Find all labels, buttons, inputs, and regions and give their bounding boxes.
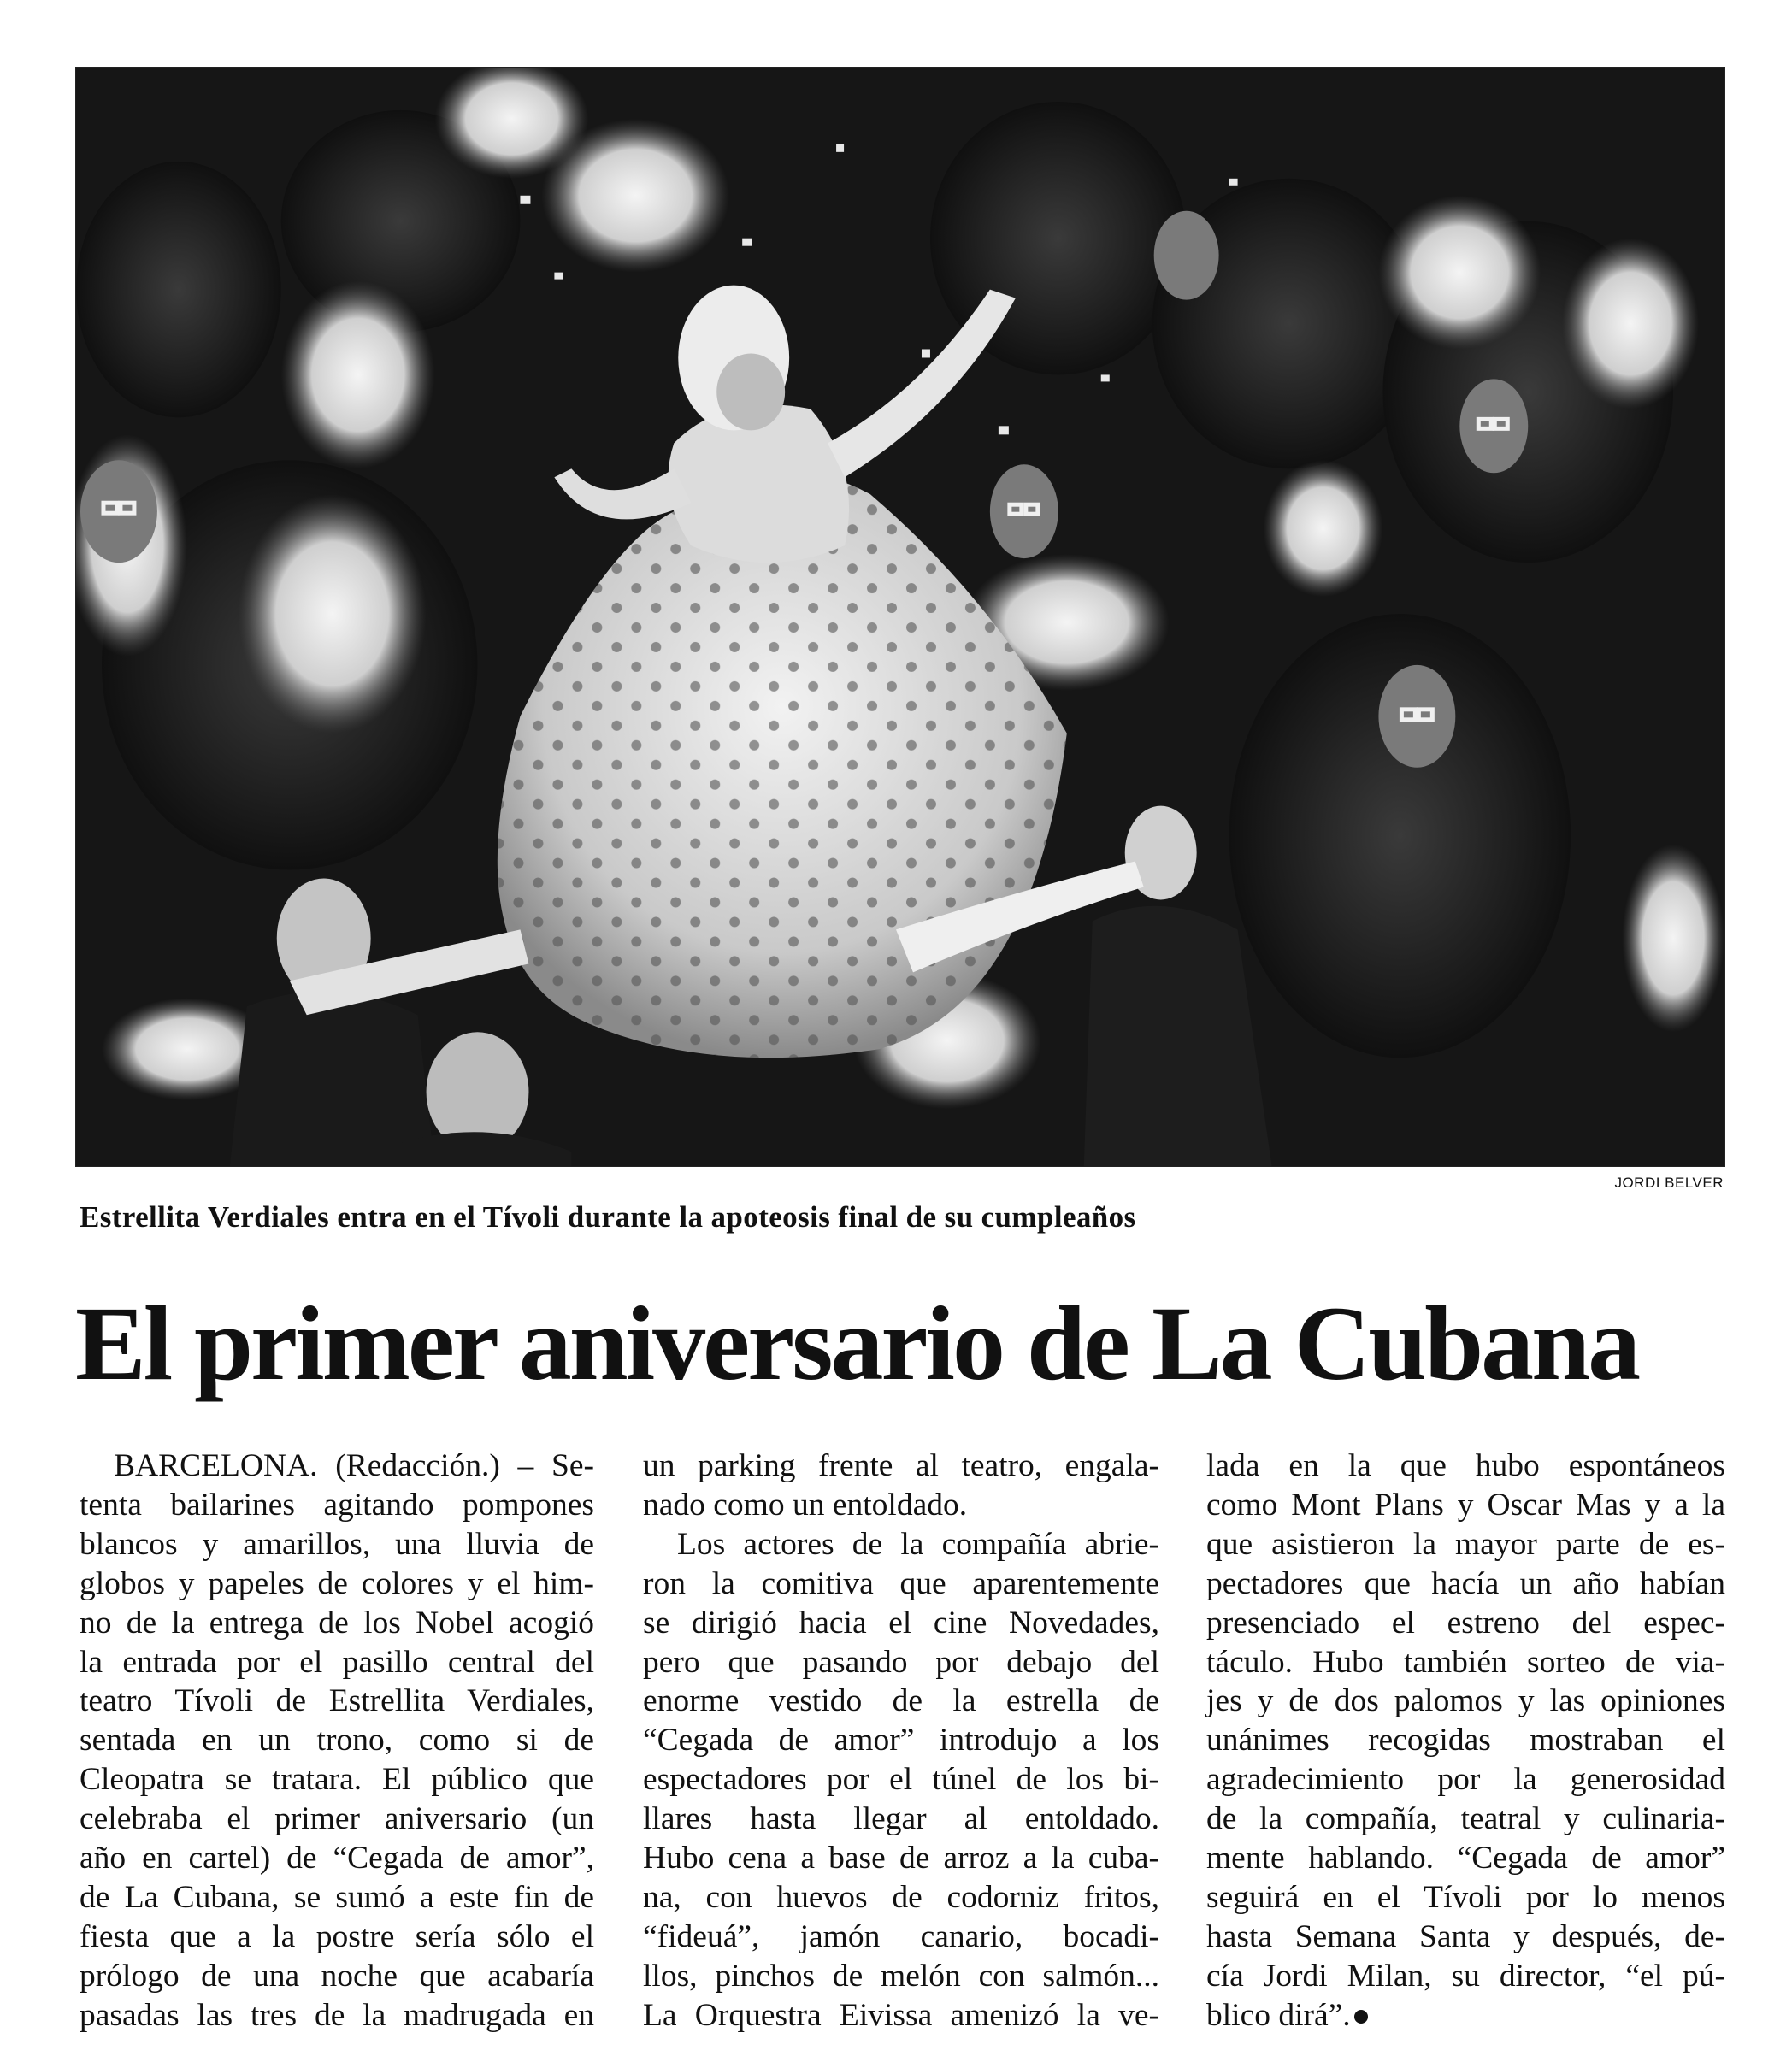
text-line: de La Cubana, se sumó a este fin de — [80, 1879, 594, 1915]
text-line: enorme vestido de la estrella de — [643, 1683, 1159, 1719]
text-line: cía Jordi Milan, su director, “el pú- — [1206, 1958, 1725, 1994]
paragraph — [1206, 1446, 1725, 2036]
text-line: mente hablando. “Cegada de amor” — [1206, 1841, 1725, 1877]
text-line: táculo. Hubo también sorteo de via- — [1206, 1644, 1725, 1680]
text-line: celebraba el primer aniversario (un — [80, 1801, 594, 1837]
text-line: blancos y amarillos, una lluvia de — [80, 1526, 594, 1562]
text-line: fiesta que a la postre sería sólo el — [80, 1918, 594, 1954]
text-line: que asistieron la mayor parte de es- — [1206, 1526, 1725, 1562]
text-line: BARCELONA. (Redacción.) – Se- — [114, 1448, 594, 1483]
text-line: Cleopatra se tratara. El público que — [80, 1762, 594, 1798]
text-line: hasta Semana Santa y después, de- — [1206, 1918, 1725, 1954]
text-line: presenciado el estreno del espec- — [1206, 1605, 1725, 1641]
text-line-final — [1206, 1996, 1725, 2036]
text-line: na, con huevos de codorniz fritos, — [643, 1879, 1159, 1915]
end-of-article-bullet-icon — [1354, 2010, 1368, 2024]
photo-credit: JORDI BELVER — [1614, 1175, 1724, 1191]
news-photo — [75, 67, 1725, 1167]
article-column-3 — [1206, 1446, 1725, 2036]
text-line: seguirá en el Tívoli por lo menos — [1206, 1879, 1725, 1915]
photo-caption: Estrellita Verdiales entra en el Tívoli durante la apoteosis final de su cumpleaños — [80, 1200, 1136, 1234]
text-line: Los actores de la compañía abrie- — [677, 1526, 1159, 1562]
text-line: no de la entrega de los Nobel acogió — [80, 1605, 594, 1641]
article-column-2 — [643, 1446, 1159, 2036]
text-line: sentada en un trono, como si de — [80, 1723, 594, 1759]
text-line: año en cartel) de “Cegada de amor”, — [80, 1841, 594, 1877]
text-line: pasadas las tres de la madrugada en — [80, 1997, 594, 2033]
text-line: tenta bailarines agitando pompones — [80, 1487, 594, 1523]
text-line: ron la comitiva que aparentemente — [643, 1565, 1159, 1601]
text-line: lada en la que hubo espontáneos — [1206, 1448, 1725, 1483]
text-line: unánimes recogidas mostraban el — [1206, 1723, 1725, 1759]
text-line: “Cegada de amor” introdujo a los — [643, 1723, 1159, 1759]
text-line: “fideuá”, jamón canario, bocadi- — [643, 1918, 1159, 1954]
text-line: La Orquestra Eivissa amenizó la ve- — [643, 1997, 1159, 2033]
text-line-end: blico dirá”. — [1206, 1997, 1351, 2033]
text-line: nado como un entoldado. — [643, 1487, 968, 1523]
text-line: Hubo cena a base de arroz a la cuba- — [643, 1841, 1159, 1877]
text-line: la entrada por el pasillo central del — [80, 1644, 594, 1680]
headline: El primer aniversario de La Cubana — [75, 1285, 1639, 1402]
text-line: llos, pinchos de melón con salmón... — [643, 1958, 1159, 1994]
text-line: un parking frente al teatro, engala- — [643, 1448, 1159, 1483]
text-line: jes y de dos palomos y las opiniones — [1206, 1683, 1725, 1719]
text-line: de la compañía, teatral y culinaria- — [1206, 1801, 1725, 1837]
text-line: prólogo de una noche que acabaría — [80, 1958, 594, 1994]
text-line: se dirigió hacia el cine Novedades, — [643, 1605, 1159, 1641]
text-line: llares hasta llegar al entoldado. — [643, 1801, 1159, 1837]
text-line: como Mont Plans y Oscar Mas y a la — [1206, 1487, 1725, 1523]
text-line: agradecimiento por la generosidad — [1206, 1762, 1725, 1798]
text-line: espectadores por el túnel de los bi- — [643, 1762, 1159, 1798]
text-line: teatro Tívoli de Estrellita Verdiales, — [80, 1683, 594, 1719]
text-line: pero que pasando por debajo del — [643, 1644, 1159, 1680]
text-line: pectadores que hacía un año habían — [1206, 1565, 1725, 1601]
article-column-1 — [80, 1446, 594, 2036]
text-line: globos y papeles de colores y el him- — [80, 1565, 594, 1601]
crowd-photo-illustration — [76, 68, 1724, 1166]
paragraph — [643, 1446, 1159, 2036]
paragraph — [80, 1446, 594, 2036]
